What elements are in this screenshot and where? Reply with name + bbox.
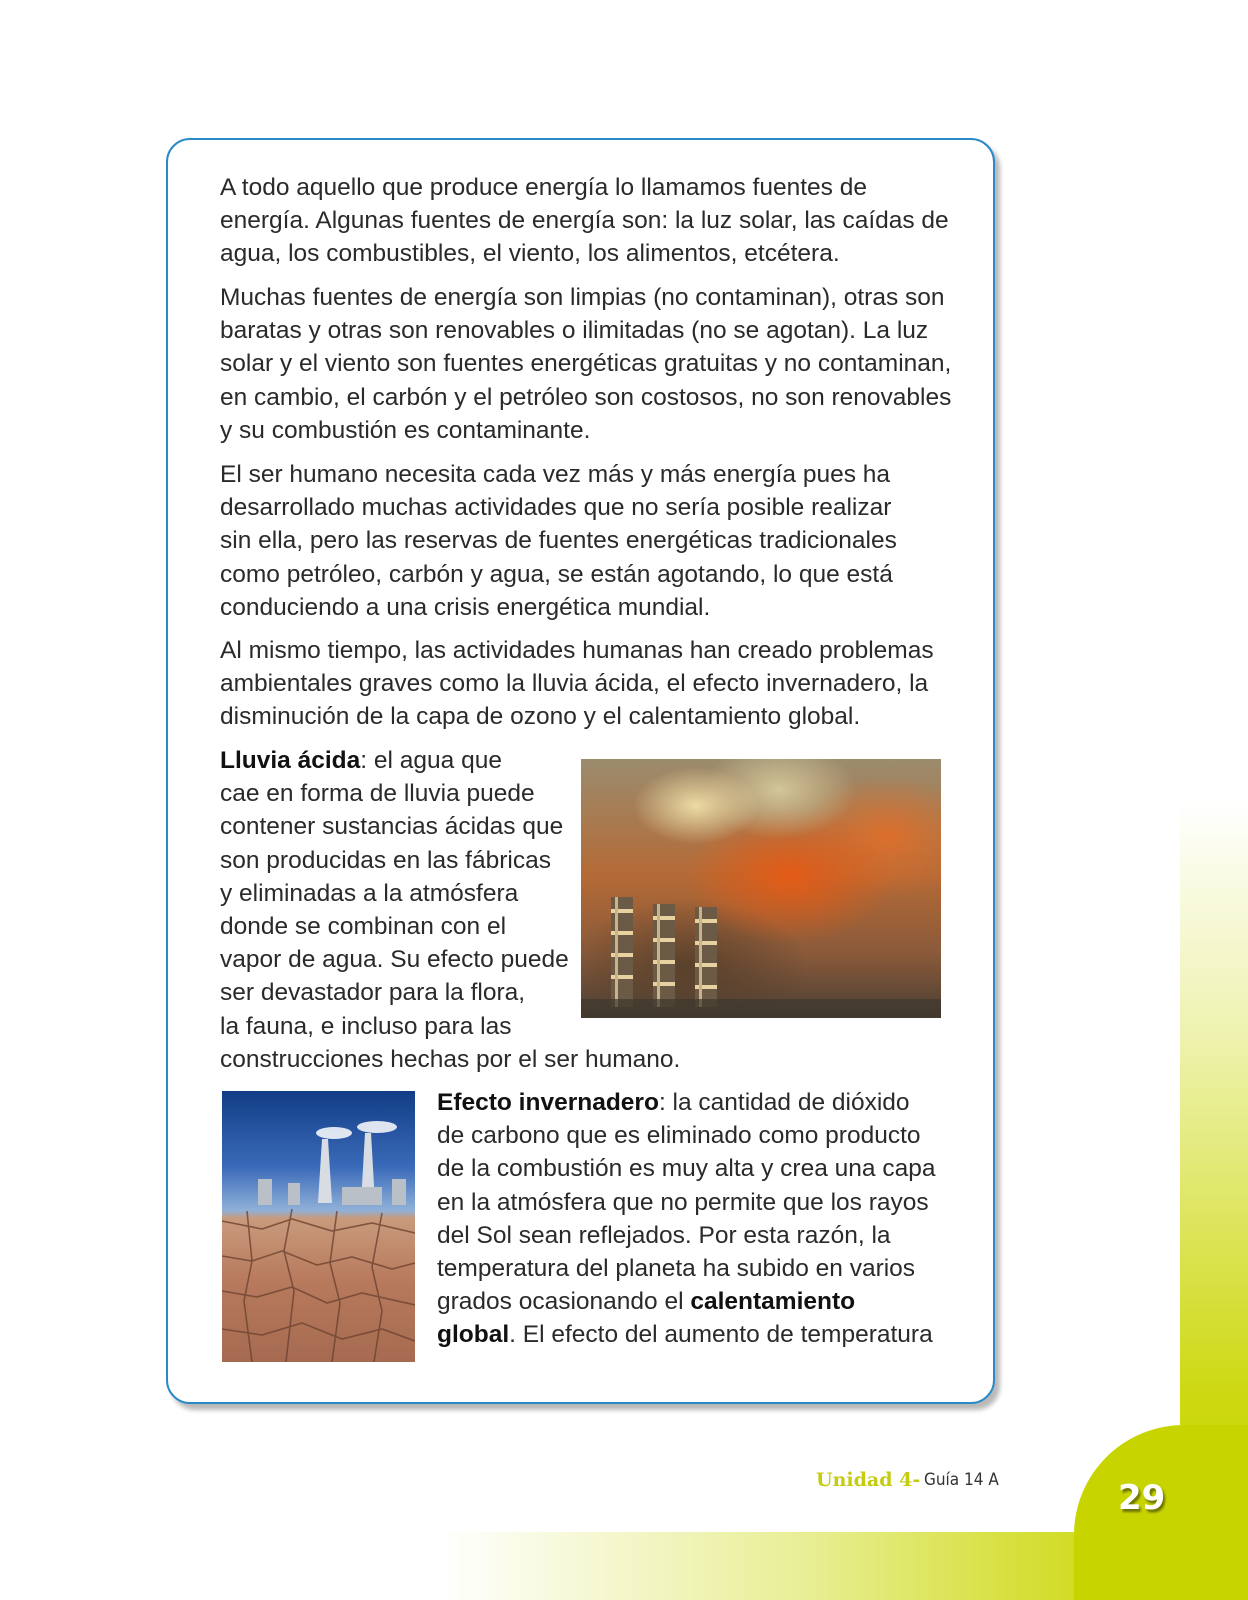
text-line: del Sol sean reflejados. Por esta razón, la	[437, 1221, 891, 1249]
text-fragment: : la cantidad de dióxido	[658, 1089, 910, 1116]
text-line	[437, 1318, 947, 1351]
text-fragment: . El efecto del aumento de temperatura	[509, 1321, 933, 1349]
text-line: ambientales graves como la lluvia ácida, el efecto invernadero, la	[220, 670, 929, 698]
paragraph-energy-crisis	[220, 458, 950, 624]
text-line: en cambio, el carbón y el petróleo son costosos, no son renovables	[220, 383, 952, 411]
footer-unit-label: Unidad 4-	[816, 1469, 921, 1491]
text-line	[437, 1285, 947, 1318]
paragraph-greenhouse-effect	[437, 1086, 947, 1352]
text-line: A todo aquello que produce energía lo llamamos fuentes de	[220, 174, 867, 201]
global-warming-term: calentamiento	[690, 1288, 856, 1316]
text-line: disminución de la capa de ozono y el calentamiento global.	[220, 703, 861, 731]
greenhouse-term: Efecto invernadero	[437, 1089, 659, 1116]
text-line: desarrollado muchas actividades que no sería posible realizar	[220, 494, 892, 522]
text-line: y su combustión es contaminante.	[220, 416, 591, 444]
text-line: Muchas fuentes de energía son limpias (no contaminan), otras son	[220, 284, 945, 311]
text-line: ser devastador para la flora,	[220, 979, 526, 1007]
text-line: solar y el viento son fuentes energéticas gratuitas y no contaminan,	[220, 350, 952, 378]
text-line: construcciones hechas por el ser humano.	[220, 1045, 681, 1073]
text-line: sin ella, pero las reservas de fuentes energéticas tradicionales	[220, 527, 897, 555]
cracked-earth-illustration	[222, 1091, 415, 1362]
text-line: cae en forma de lluvia puede	[220, 780, 535, 808]
smoke-plumes	[316, 1121, 397, 1139]
text-line: la fauna, e incluso para las	[220, 1012, 512, 1040]
factory-chimneys-illustration	[581, 759, 941, 1018]
paragraph-environmental-problems	[220, 634, 950, 734]
text-line: vapor de agua. Su efecto puede	[220, 946, 569, 974]
text-line: de carbono que es eliminado como producto	[437, 1122, 921, 1150]
acid-rain-term: Lluvia ácida	[220, 747, 361, 774]
cooling-towers	[258, 1179, 406, 1205]
chimney-middle	[653, 904, 675, 1007]
paragraph-clean-energy	[220, 281, 950, 447]
text-line: de la combustión es muy alta y crea una capa	[437, 1155, 936, 1183]
text-line: y eliminadas a la atmósfera	[220, 879, 519, 907]
text-fragment: grados ocasionando el	[437, 1288, 691, 1316]
drought-power-plant-image	[222, 1091, 415, 1362]
text-line: conduciendo a una crisis energética mundial.	[220, 593, 711, 621]
cracks	[222, 1209, 415, 1362]
text-line: El ser humano necesita cada vez más y más energía pues ha	[220, 461, 891, 488]
text-line: contener sustancias ácidas que	[220, 813, 564, 841]
text-line	[437, 1086, 947, 1119]
text-line: son producidas en las fábricas	[220, 846, 551, 874]
chimney-left	[611, 897, 633, 1007]
text-line: temperatura del planeta ha subido en varios	[437, 1255, 916, 1283]
text-line: baratas y otras son renovables o ilimitadas (no se agotan). La luz	[220, 317, 929, 345]
global-warming-term-end: global	[437, 1321, 510, 1349]
paragraph-energy-sources	[220, 171, 950, 271]
footer-guide-label: Guía 14 A	[924, 1470, 999, 1490]
text-line: donde se combinan con el	[220, 913, 507, 941]
chimney-right	[695, 907, 717, 1007]
text-line: Al mismo tiempo, las actividades humanas han creado problemas	[220, 637, 934, 664]
text-line: energía. Algunas fuentes de energía son: la luz solar, las caídas de	[220, 207, 949, 235]
text-fragment: : el agua que	[360, 747, 502, 774]
text-line: agua, los combustibles, el viento, los alimentos, etcétera.	[220, 240, 840, 268]
text-line: como petróleo, carbón y agua, se están agotando, lo que está	[220, 560, 893, 588]
factory-smoke-image	[581, 759, 941, 1018]
page-number: 29	[1118, 1478, 1166, 1518]
text-line: en la atmósfera que no permite que los rayos	[437, 1188, 929, 1216]
